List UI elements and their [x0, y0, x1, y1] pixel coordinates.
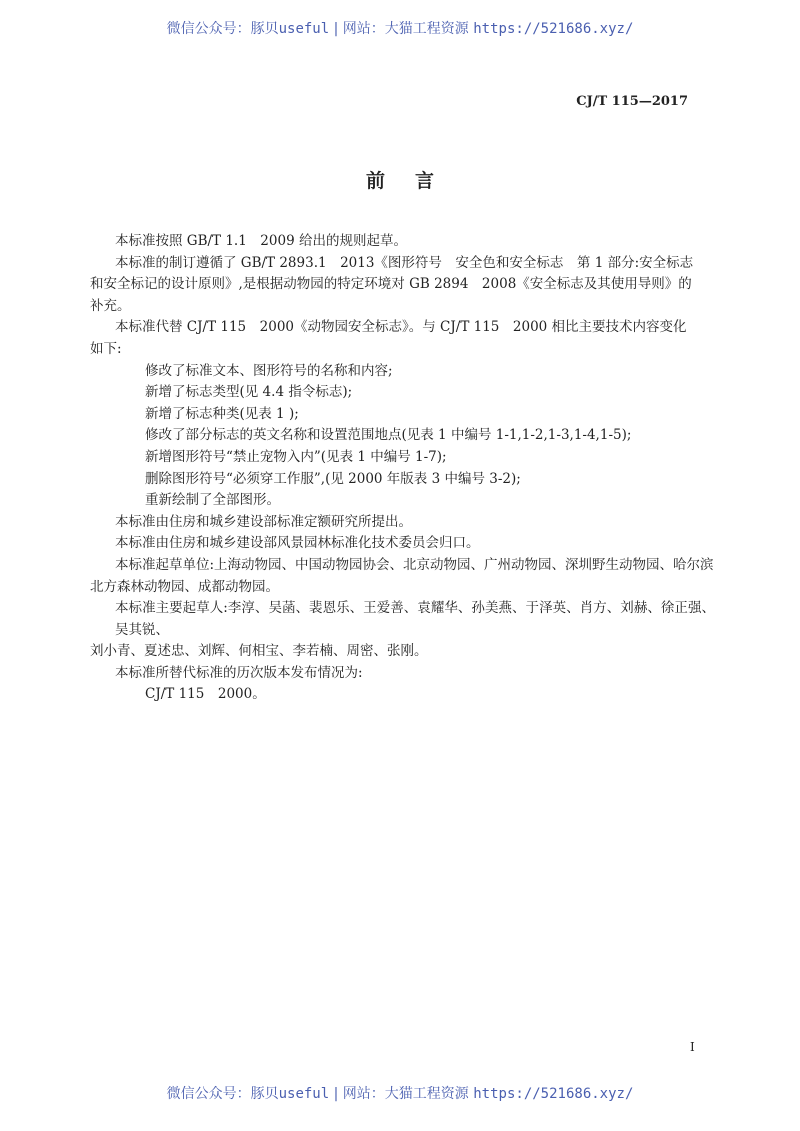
- text-line: 新增图形符号“禁止宠物入内”(见表 1 中编号 1-7);: [145, 448, 447, 465]
- text-line: 本标准主要起草人:李淳、吴菡、裴恩乐、王爱善、袁耀华、孙美燕、于泽英、肖方、刘赫、徐正强、吴其锐、: [115, 600, 715, 638]
- text-line: 本标准起草单位:上海动物园、中国动物园协会、北京动物园、广州动物园、深圳野生动物园、哈尔滨: [115, 556, 714, 573]
- text-line: 本标准所替代标准的历次版本发布情况为:: [115, 664, 363, 681]
- text-line: 和安全标记的设计原则》,是根据动物园的特定环境对 GB 2894 2008《安全标志及其使用导则》的: [90, 276, 692, 293]
- text-line: CJ/T 115 2000。: [145, 686, 266, 703]
- text-line: 修改了部分标志的英文名称和设置范围地点(见表 1 中编号 1-1,1-2,1-3,1-4,1-5);: [145, 427, 632, 444]
- text-line: 重新绘制了全部图形。: [145, 492, 280, 509]
- page-title: 前言: [365, 170, 464, 192]
- text-line: 本标准由住房和城乡建设部标准定额研究所提出。: [115, 513, 412, 530]
- text-line: 本标准的制订遵循了 GB/T 2893.1 2013《图形符号 安全色和安全标志 第 1 部分:安全标志: [115, 254, 694, 271]
- text-line: 删除图形符号“必须穿工作服”,(见 2000 年版表 3 中编号 3-2);: [145, 470, 521, 487]
- text-line: 新增了标志种类(见表 1 );: [145, 405, 299, 422]
- watermark-url[interactable]: https://521686.xyz/: [473, 21, 634, 37]
- standard-code: CJ/T 115—2017: [576, 94, 688, 109]
- text-line: 修改了标准文本、图形符号的名称和内容;: [145, 362, 393, 379]
- watermark-site: | 网站：大猫工程资源: [329, 1086, 474, 1102]
- text-line: 刘小青、夏述忠、刘辉、何相宝、李若楠、周密、张刚。: [90, 643, 428, 660]
- text-line: 新增了标志类型(见 4.4 指令标志);: [145, 384, 353, 401]
- text-line: 本标准由住房和城乡建设部风景园林标准化技术委员会归口。: [115, 535, 480, 552]
- watermark-url[interactable]: https://521686.xyz/: [473, 1086, 634, 1102]
- watermark-bottom: [0, 1083, 800, 1103]
- watermark-useful: useful: [278, 1086, 330, 1102]
- text-line: 本标准代替 CJ/T 115 2000《动物园安全标志》。与 CJ/T 115 2000 相比主要技术内容变化: [115, 319, 687, 336]
- watermark-site: | 网站：大猫工程资源: [329, 21, 474, 37]
- text-line: 北方森林动物园、成都动物园。: [90, 578, 279, 595]
- watermark-top: [0, 18, 800, 38]
- page-number: I: [690, 1040, 695, 1054]
- watermark-useful: useful: [278, 21, 330, 37]
- foreword-body: [90, 231, 715, 706]
- text-line: 如下:: [90, 340, 122, 357]
- watermark-prefix: 微信公众号：豚贝: [166, 21, 279, 37]
- watermark-prefix: 微信公众号：豚贝: [166, 1086, 279, 1102]
- text-line: 本标准按照 GB/T 1.1 2009 给出的规则起草。: [115, 233, 407, 249]
- text-line: 补充。: [90, 297, 131, 314]
